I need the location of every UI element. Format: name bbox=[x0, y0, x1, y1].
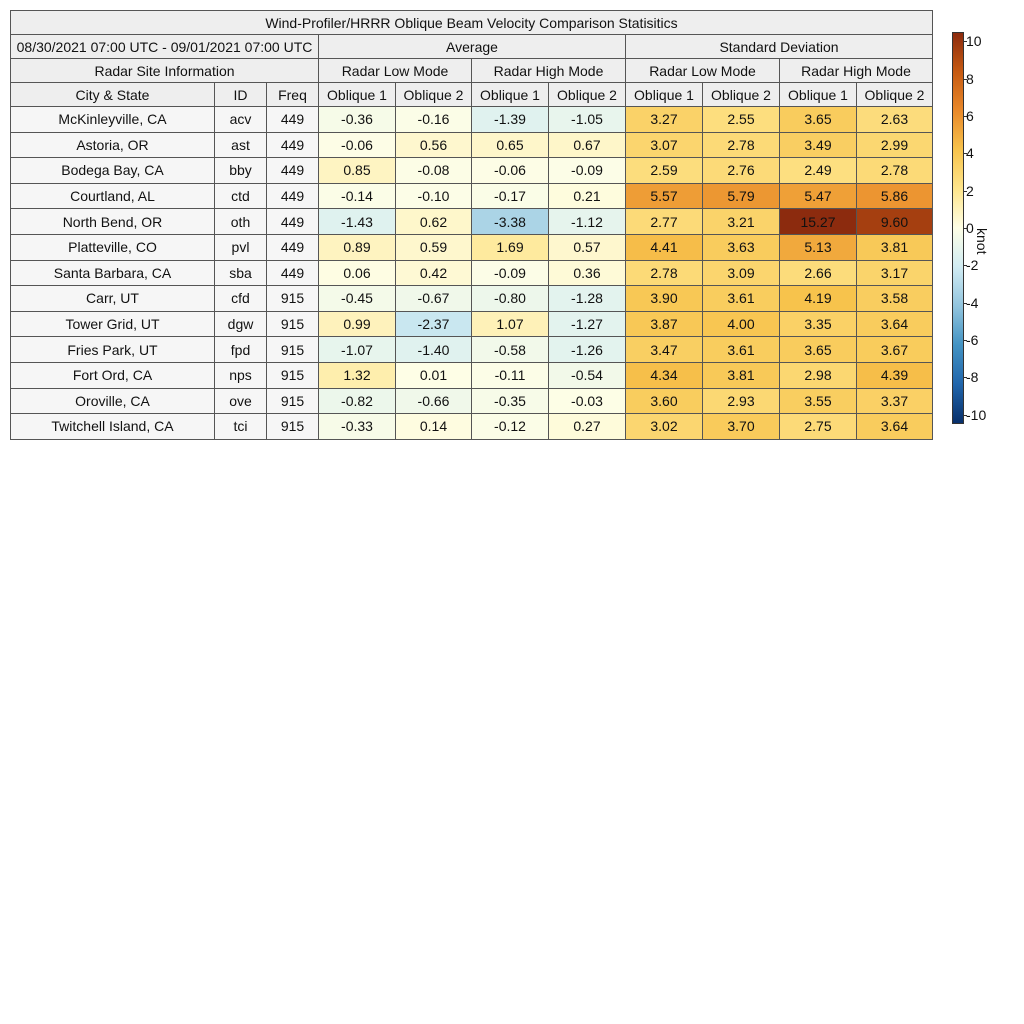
site-city: Bodega Bay, CA bbox=[11, 158, 215, 184]
avg-value-cell: -0.10 bbox=[396, 183, 472, 209]
std-value-cell: 3.90 bbox=[626, 286, 703, 312]
std-value-cell: 4.39 bbox=[857, 362, 933, 388]
avg-value-cell: -0.54 bbox=[549, 362, 626, 388]
avg-value-cell: -2.37 bbox=[396, 311, 472, 337]
avg-value-cell: -0.08 bbox=[396, 158, 472, 184]
site-freq: 915 bbox=[267, 311, 319, 337]
site-city: Fries Park, UT bbox=[11, 337, 215, 363]
avg-value-cell: -1.07 bbox=[319, 337, 396, 363]
std-value-cell: 2.77 bbox=[626, 209, 703, 235]
std-value-cell: 3.87 bbox=[626, 311, 703, 337]
std-value-cell: 2.75 bbox=[780, 414, 857, 440]
column-header: Oblique 2 bbox=[396, 83, 472, 107]
std-value-cell: 3.07 bbox=[626, 132, 703, 158]
avg-value-cell: 0.36 bbox=[549, 260, 626, 286]
table-row bbox=[11, 234, 933, 260]
column-header: City & State bbox=[11, 83, 215, 107]
site-city: North Bend, OR bbox=[11, 209, 215, 235]
site-city: Platteville, CO bbox=[11, 234, 215, 260]
avg-value-cell: -1.43 bbox=[319, 209, 396, 235]
avg-value-cell: 0.42 bbox=[396, 260, 472, 286]
site-id: acv bbox=[215, 107, 267, 133]
avg-value-cell: -0.45 bbox=[319, 286, 396, 312]
std-value-cell: 2.59 bbox=[626, 158, 703, 184]
colorbar-tick-label: -8 bbox=[966, 369, 979, 386]
table-title: Wind-Profiler/HRRR Oblique Beam Velocity Comparison Statisitics bbox=[11, 11, 933, 35]
std-value-cell: 3.47 bbox=[626, 337, 703, 363]
avg-value-cell: -0.36 bbox=[319, 107, 396, 133]
site-freq: 449 bbox=[267, 260, 319, 286]
column-header: Oblique 1 bbox=[626, 83, 703, 107]
site-freq: 915 bbox=[267, 414, 319, 440]
avg-value-cell: -0.09 bbox=[549, 158, 626, 184]
table-row bbox=[11, 388, 933, 414]
avg-value-cell: -1.39 bbox=[472, 107, 549, 133]
std-value-cell: 2.78 bbox=[857, 158, 933, 184]
std-value-cell: 3.37 bbox=[857, 388, 933, 414]
colorbar-tick-label: 4 bbox=[966, 145, 974, 162]
std-value-cell: 3.49 bbox=[780, 132, 857, 158]
colorbar-tick-label: 6 bbox=[966, 108, 974, 124]
colorbar-tick-label: -10 bbox=[966, 406, 987, 423]
std-value-cell: 15.27 bbox=[780, 209, 857, 235]
std-value-cell: 3.55 bbox=[780, 388, 857, 414]
std-value-cell: 4.00 bbox=[703, 311, 780, 337]
std-value-cell: 3.64 bbox=[857, 311, 933, 337]
site-city: Courtland, AL bbox=[11, 183, 215, 209]
site-city: McKinleyville, CA bbox=[11, 107, 215, 133]
avg-value-cell: -1.26 bbox=[549, 337, 626, 363]
site-id: nps bbox=[215, 362, 267, 388]
avg-value-cell: -0.82 bbox=[319, 388, 396, 414]
colorbar-tick-label: 2 bbox=[966, 182, 974, 199]
site-id: dgw bbox=[215, 311, 267, 337]
table-row bbox=[11, 209, 933, 235]
table-row bbox=[11, 107, 933, 133]
column-header: ID bbox=[215, 83, 267, 107]
colorbar-tick-label: 0 bbox=[966, 220, 974, 236]
site-id: fpd bbox=[215, 337, 267, 363]
site-id: ast bbox=[215, 132, 267, 158]
colorbar-tick-label: -2 bbox=[966, 257, 979, 274]
avg-value-cell: -0.67 bbox=[396, 286, 472, 312]
avg-value-cell: 0.21 bbox=[549, 183, 626, 209]
site-id: ctd bbox=[215, 183, 267, 209]
avg-value-cell: 0.01 bbox=[396, 362, 472, 388]
std-value-cell: 5.86 bbox=[857, 183, 933, 209]
std-value-cell: 3.64 bbox=[857, 414, 933, 440]
std-value-cell: 3.27 bbox=[626, 107, 703, 133]
colorbar-tick-label: 8 bbox=[966, 70, 974, 87]
avg-value-cell: 0.85 bbox=[319, 158, 396, 184]
site-id: cfd bbox=[215, 286, 267, 312]
avg-value-cell: -3.38 bbox=[472, 209, 549, 235]
site-freq: 449 bbox=[267, 183, 319, 209]
avg-value-cell: 1.69 bbox=[472, 234, 549, 260]
avg-value-cell: 0.14 bbox=[396, 414, 472, 440]
avg-value-cell: -0.35 bbox=[472, 388, 549, 414]
std-value-cell: 3.63 bbox=[703, 234, 780, 260]
site-freq: 449 bbox=[267, 158, 319, 184]
site-city: Santa Barbara, CA bbox=[11, 260, 215, 286]
std-value-cell: 5.47 bbox=[780, 183, 857, 209]
std-value-cell: 3.35 bbox=[780, 311, 857, 337]
site-city: Twitchell Island, CA bbox=[11, 414, 215, 440]
std-value-cell: 3.65 bbox=[780, 107, 857, 133]
table-row bbox=[11, 414, 933, 440]
std-value-cell: 2.98 bbox=[780, 362, 857, 388]
std-value-cell: 3.81 bbox=[703, 362, 780, 388]
site-id: tci bbox=[215, 414, 267, 440]
site-city: Tower Grid, UT bbox=[11, 311, 215, 337]
std-value-cell: 4.19 bbox=[780, 286, 857, 312]
std-value-cell: 3.60 bbox=[626, 388, 703, 414]
avg-value-cell: 0.65 bbox=[472, 132, 549, 158]
site-freq: 915 bbox=[267, 337, 319, 363]
colorbar-label: knot bbox=[974, 228, 990, 255]
avg-value-cell: -1.12 bbox=[549, 209, 626, 235]
std-value-cell: 2.78 bbox=[626, 260, 703, 286]
table-body bbox=[11, 107, 933, 440]
site-freq: 449 bbox=[267, 107, 319, 133]
std-value-cell: 3.70 bbox=[703, 414, 780, 440]
table-row bbox=[11, 132, 933, 158]
avg-value-cell: -0.66 bbox=[396, 388, 472, 414]
column-header: Oblique 2 bbox=[857, 83, 933, 107]
avg-value-cell: 1.07 bbox=[472, 311, 549, 337]
table-row bbox=[11, 158, 933, 184]
avg-value-cell: 0.56 bbox=[396, 132, 472, 158]
std-value-cell: 2.93 bbox=[703, 388, 780, 414]
site-city: Fort Ord, CA bbox=[11, 362, 215, 388]
std-dev-header: Standard Deviation bbox=[626, 35, 933, 59]
avg-value-cell: 0.57 bbox=[549, 234, 626, 260]
std-value-cell: 3.61 bbox=[703, 337, 780, 363]
std-value-cell: 3.09 bbox=[703, 260, 780, 286]
column-header: Oblique 2 bbox=[703, 83, 780, 107]
table-row bbox=[11, 311, 933, 337]
site-freq: 915 bbox=[267, 286, 319, 312]
avg-value-cell: 0.59 bbox=[396, 234, 472, 260]
radar-info-header: Radar Site Information bbox=[11, 59, 319, 83]
column-header: Freq bbox=[267, 83, 319, 107]
std-value-cell: 2.66 bbox=[780, 260, 857, 286]
site-city: Carr, UT bbox=[11, 286, 215, 312]
avg-value-cell: -0.80 bbox=[472, 286, 549, 312]
std-value-cell: 3.81 bbox=[857, 234, 933, 260]
std-high-mode-header: Radar High Mode bbox=[780, 59, 933, 83]
column-header-row bbox=[11, 83, 933, 107]
table-row bbox=[11, 260, 933, 286]
avg-value-cell: 1.32 bbox=[319, 362, 396, 388]
avg-value-cell: 0.67 bbox=[549, 132, 626, 158]
avg-value-cell: -1.28 bbox=[549, 286, 626, 312]
std-value-cell: 2.99 bbox=[857, 132, 933, 158]
std-value-cell: 3.58 bbox=[857, 286, 933, 312]
site-id: ove bbox=[215, 388, 267, 414]
table-row bbox=[11, 337, 933, 363]
avg-value-cell: -0.16 bbox=[396, 107, 472, 133]
column-header: Oblique 1 bbox=[319, 83, 396, 107]
std-value-cell: 2.63 bbox=[857, 107, 933, 133]
avg-value-cell: -1.40 bbox=[396, 337, 472, 363]
std-value-cell: 3.67 bbox=[857, 337, 933, 363]
site-freq: 449 bbox=[267, 234, 319, 260]
site-city: Oroville, CA bbox=[11, 388, 215, 414]
table-row bbox=[11, 183, 933, 209]
std-value-cell: 3.21 bbox=[703, 209, 780, 235]
avg-value-cell: -0.06 bbox=[472, 158, 549, 184]
avg-value-cell: -0.12 bbox=[472, 414, 549, 440]
avg-value-cell: 0.89 bbox=[319, 234, 396, 260]
avg-value-cell: -0.06 bbox=[319, 132, 396, 158]
std-value-cell: 5.57 bbox=[626, 183, 703, 209]
std-value-cell: 2.78 bbox=[703, 132, 780, 158]
table-row bbox=[11, 362, 933, 388]
avg-value-cell: -0.09 bbox=[472, 260, 549, 286]
avg-value-cell: -1.27 bbox=[549, 311, 626, 337]
site-city: Astoria, OR bbox=[11, 132, 215, 158]
site-id: sba bbox=[215, 260, 267, 286]
site-freq: 915 bbox=[267, 388, 319, 414]
site-freq: 449 bbox=[267, 132, 319, 158]
avg-value-cell: 0.06 bbox=[319, 260, 396, 286]
stats-table bbox=[10, 10, 933, 440]
std-value-cell: 3.65 bbox=[780, 337, 857, 363]
std-value-cell: 3.02 bbox=[626, 414, 703, 440]
avg-value-cell: -0.17 bbox=[472, 183, 549, 209]
period-label: 08/30/2021 07:00 UTC - 09/01/2021 07:00 UTC bbox=[11, 35, 319, 59]
avg-high-mode-header: Radar High Mode bbox=[472, 59, 626, 83]
std-value-cell: 3.61 bbox=[703, 286, 780, 312]
std-low-mode-header: Radar Low Mode bbox=[626, 59, 780, 83]
avg-value-cell: -0.03 bbox=[549, 388, 626, 414]
avg-low-mode-header: Radar Low Mode bbox=[319, 59, 472, 83]
std-value-cell: 2.49 bbox=[780, 158, 857, 184]
avg-value-cell: -1.05 bbox=[549, 107, 626, 133]
colorbar-tick-label: -4 bbox=[966, 294, 979, 311]
site-id: pvl bbox=[215, 234, 267, 260]
site-freq: 449 bbox=[267, 209, 319, 235]
avg-value-cell: 0.62 bbox=[396, 209, 472, 235]
std-value-cell: 2.76 bbox=[703, 158, 780, 184]
column-header: Oblique 1 bbox=[780, 83, 857, 107]
std-value-cell: 9.60 bbox=[857, 209, 933, 235]
site-freq: 915 bbox=[267, 362, 319, 388]
column-header: Oblique 2 bbox=[549, 83, 626, 107]
avg-value-cell: -0.11 bbox=[472, 362, 549, 388]
std-value-cell: 5.13 bbox=[780, 234, 857, 260]
avg-value-cell: -0.14 bbox=[319, 183, 396, 209]
column-header: Oblique 1 bbox=[472, 83, 549, 107]
std-value-cell: 4.34 bbox=[626, 362, 703, 388]
table-row bbox=[11, 286, 933, 312]
site-id: bby bbox=[215, 158, 267, 184]
colorbar-tick-label: 10 bbox=[966, 33, 982, 50]
avg-value-cell: -0.58 bbox=[472, 337, 549, 363]
colorbar-tick-label: -6 bbox=[966, 332, 979, 348]
average-header: Average bbox=[319, 35, 626, 59]
avg-value-cell: 0.99 bbox=[319, 311, 396, 337]
std-value-cell: 3.17 bbox=[857, 260, 933, 286]
site-id: oth bbox=[215, 209, 267, 235]
std-value-cell: 4.41 bbox=[626, 234, 703, 260]
std-value-cell: 5.79 bbox=[703, 183, 780, 209]
avg-value-cell: 0.27 bbox=[549, 414, 626, 440]
avg-value-cell: -0.33 bbox=[319, 414, 396, 440]
std-value-cell: 2.55 bbox=[703, 107, 780, 133]
